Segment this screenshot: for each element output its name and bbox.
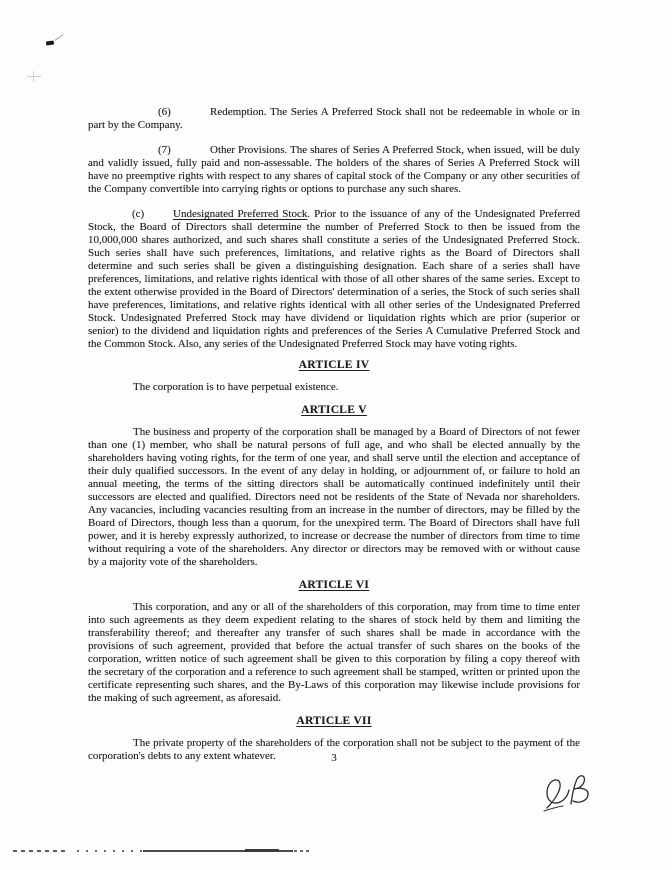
scan-artifact-line [77,850,143,852]
scan-artifact-line [13,850,65,852]
scan-smudge [27,76,41,77]
scan-smudge [33,71,34,82]
scan-mark [46,40,54,45]
clause-6-text: Redemption. The Series A Preferred Stock shall not be redeemable in whole or in part by the Company. [88,106,580,131]
article-vii-heading: ARTICLE VII [296,715,372,727]
clause-7-number: (7) [158,144,171,156]
page-number: 3 [331,752,337,764]
clause-6-paragraph [88,106,580,132]
clause-c-number: (c) [132,208,145,220]
article-iv-paragraph: The corporation is to have perpetual existence. [133,381,339,393]
clause-c-paragraph [88,208,580,351]
article-v-paragraph: The business and property of the corporation shall be managed by a Board of Directors of not fewer than one (1) member, who shall be natural persons of full age, and who shall be elected annually by the shareholders having voting rights, for the term of one year, and shall serve until the election and acceptance of their duly qualified successors. In the event of any delay in holding, or adjournment of, or failure to hold an annual meeting, the terms of the sitting directors shall be automatically continued indefinitely until their successors are elected and qualified. Directors need not be residents of the State of Nevada nor shareholders. Any vacancies, including vacancies resulting from an increase in the number of directors, may be filled by the Board of Directors, though less than a quorum, for the unexpired term. The Board of Directors shall have full power, and it is hereby expressly authorized, to increase or decrease the number of directors from time to time without requiring a vote of the shareholders. Any director or directors may be removed with or without cause by a majority vote of the shareholders. [88,426,580,568]
scan-mark [55,34,64,41]
clause-6-number: (6) [158,106,171,118]
clause-c-text: . Prior to the issuance of any of the Undesignated Preferred Stock, the Board of Directors shall determine the number of Preferred Stock to then be issued from the 10,000,000 shares authorized, and such shares shall constitute a series of the Undesignated Preferred Stock. Such series shall have such preferences, limitations, and relative rights as the Board of Directors shall determine and such series shall be given a distinguishing designation. Each share of a series shall have preferences, limitations, and relative rights identical with those of all other shares of the same series. Except to the extent otherwise provided in the Board of Directors' determination of a series, the Stock of such series shall have preferences, limitations, and relative rights identical with all other series of the Undesignated Preferred Stock. Undesignated Preferred Stock may have dividend or liquidation rights which are prior (superior or senior) to the dividend and liquidation rights and preferences of the Series A Cumulative Preferred Stock and the Common Stock. Also, any series of the Undesignated Preferred Stock may have voting rights. [88,208,580,350]
article-v-heading: ARTICLE V [301,404,367,416]
clause-c-heading: Undesignated Preferred Stock [173,208,308,220]
article-vi-paragraph: This corporation, and any or all of the shareholders of this corporation, may from time to time enter into such agreements as they deem expedient relating to the shares of stock held by them and limiting the transferability thereof; and thereafter any transfer of such shares shall be made in accordance with the provisions of such agreement, provided that before the actual transfer of such shares on the books of the corporation, written notice of such agreement shall be given to this corporation by filing a copy thereof with the secretary of the corporation and a reference to such agreement shall be stamped, written or printed upon the certificate representing such shares, and the By-Laws of this corporation may likewise include provisions for the making of such agreement, as aforesaid. [88,601,580,704]
scan-artifact-line [294,850,310,852]
article-iv-heading: ARTICLE IV [298,359,370,371]
document-text-block [88,106,580,773]
article-vi-heading: ARTICLE VI [298,579,370,591]
article-vii-paragraph: The private property of the shareholders of the corporation shall not be subject to the payment of the corporation's debts to any extent whatever. [88,737,580,762]
clause-7-text: Other Provisions. The shares of Series A Preferred Stock, when issued, will be duly and validly issued, fully paid and non-assessable. The holders of the shares of Series A Preferred Stock will have no preemptive rights with respect to any shares of capital stock of the Company or any other securities of the Company convertible into carrying rights or options to purchase any such shares. [88,144,580,195]
clause-7-paragraph [88,144,580,196]
scan-artifact-line [245,849,279,852]
handwritten-initials [541,774,597,814]
